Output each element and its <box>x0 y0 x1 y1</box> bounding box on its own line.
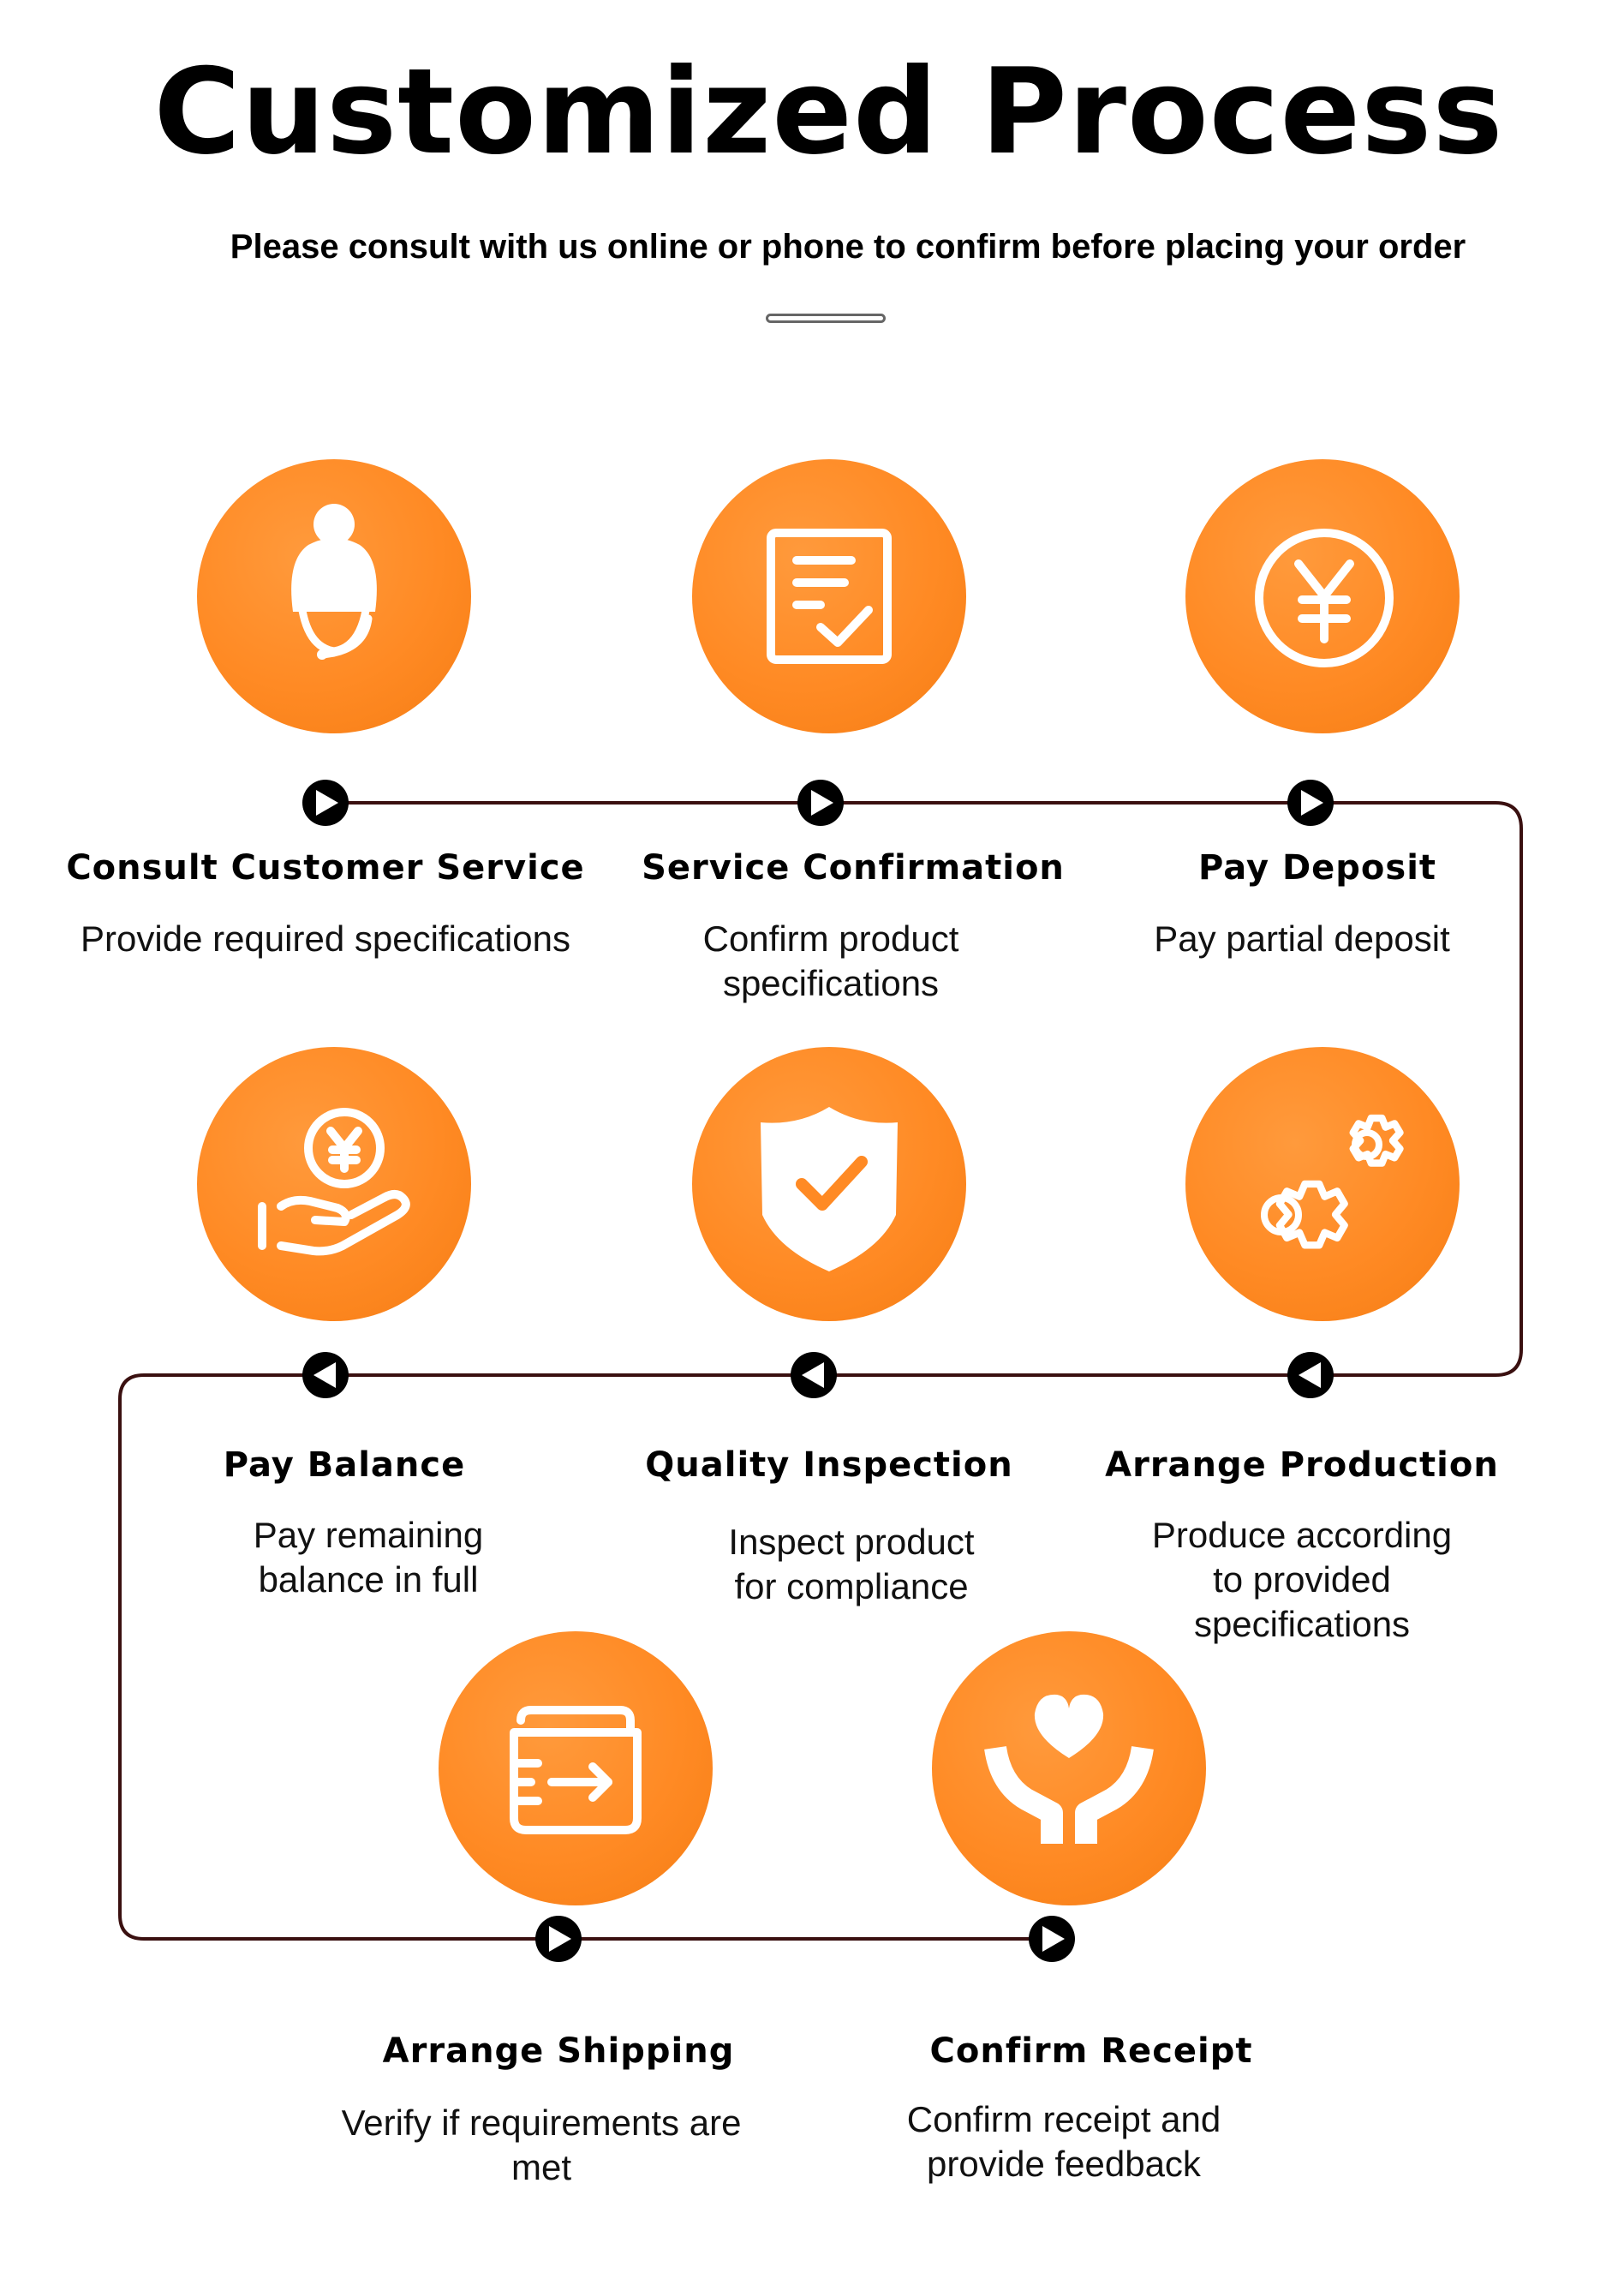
page-title: Customized Process <box>153 43 1504 181</box>
step-title-consult: Consult Customer Service <box>66 848 585 888</box>
step-desc-deposit: Pay partial deposit <box>1154 918 1450 959</box>
marker-right-5 <box>1029 1916 1075 1962</box>
gears-icon <box>1185 1047 1460 1321</box>
step-desc-consult: Provide required specifications <box>81 918 570 959</box>
step-desc-production: Produce according to provided specifications <box>1151 1515 1453 1644</box>
step-icon-circle-consult <box>197 459 471 733</box>
step-desc-inspection: Inspect product for compliance <box>728 1522 975 1606</box>
step-icon-circle-inspection <box>692 1047 966 1321</box>
step-desc-confirmation: Confirm product specifications <box>702 918 959 1003</box>
step-icon-circle-production <box>1185 1047 1460 1321</box>
step-title-deposit: Pay Deposit <box>1197 848 1437 888</box>
hands-heart-icon <box>932 1631 1206 1905</box>
step-icon-circle-shipping <box>439 1631 713 1905</box>
shield-check-icon <box>692 1047 966 1321</box>
step-icon-circle-confirmation <box>692 459 966 733</box>
step-icon-circle-balance <box>197 1047 471 1321</box>
marker-left-3 <box>302 1352 349 1398</box>
marker-right-4 <box>535 1916 582 1962</box>
customer-service-headset-icon <box>197 459 471 733</box>
marker-left-2 <box>791 1352 837 1398</box>
marker-right-3 <box>1287 780 1334 826</box>
step-icon-circle-deposit <box>1185 459 1460 733</box>
marker-left-1 <box>1287 1352 1334 1398</box>
step-title-receipt: Confirm Receipt <box>929 2031 1253 2071</box>
page-subtitle: Please consult with us online or phone to confirm before placing your order <box>230 228 1466 266</box>
step-icon-circle-receipt <box>932 1631 1206 1905</box>
checklist-document-icon <box>692 459 966 733</box>
step-desc-receipt: Confirm receipt and provide feedback <box>906 2099 1221 2184</box>
step-desc-shipping: Verify if requirements are met <box>341 2103 742 2187</box>
step-title-shipping: Arrange Shipping <box>382 2031 735 2071</box>
step-title-confirmation: Service Confirmation <box>642 848 1065 888</box>
shipping-box-icon <box>439 1631 713 1905</box>
step-title-production: Arrange Production <box>1105 1445 1499 1485</box>
step-desc-balance: Pay remaining balance in full <box>253 1515 484 1600</box>
hand-coin-icon <box>197 1047 471 1321</box>
marker-right-1 <box>302 780 349 826</box>
yen-coin-icon <box>1185 459 1460 733</box>
step-title-balance: Pay Balance <box>223 1445 466 1485</box>
marker-right-2 <box>797 780 844 826</box>
step-title-inspection: Quality Inspection <box>645 1445 1013 1485</box>
